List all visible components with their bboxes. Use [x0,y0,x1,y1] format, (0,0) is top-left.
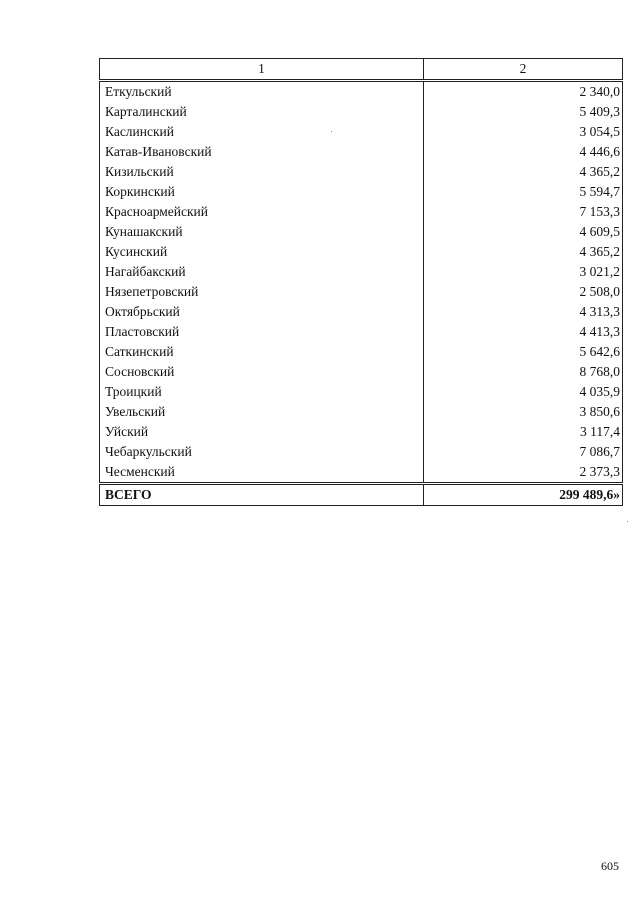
table-row [100,102,623,122]
district-value: 5 409,3 [424,102,623,122]
district-name: Саткинский [100,342,424,362]
district-name: Чесменский [100,462,424,484]
scan-speck [331,131,332,132]
table-row [100,262,623,282]
table-row [100,462,623,484]
page-number: 605 [601,859,619,873]
table-row [100,162,623,182]
table-row [100,142,623,162]
district-value: 2 340,0 [424,81,623,103]
district-name: Кизильский [100,162,424,182]
total-value: 299 489,6» [424,484,623,506]
district-value: 4 313,3 [424,302,623,322]
district-value: 3 117,4 [424,422,623,442]
table-row [100,362,623,382]
district-value: 4 446,6 [424,142,623,162]
district-value: 7 086,7 [424,442,623,462]
district-value: 3 850,6 [424,402,623,422]
district-value: 2 508,0 [424,282,623,302]
header-row [100,59,623,81]
district-value: 3 021,2 [424,262,623,282]
column-header-2: 2 [424,59,623,81]
district-value: 7 153,3 [424,202,623,222]
district-name: Сосновский [100,362,424,382]
district-name: Карталинский [100,102,424,122]
district-value: 4 365,2 [424,162,623,182]
district-value: 4 413,3 [424,322,623,342]
district-name: Нагайбакский [100,262,424,282]
district-name: Увельский [100,402,424,422]
district-value: 4 609,5 [424,222,623,242]
district-name: Пластовский [100,322,424,342]
table-row [100,382,623,402]
scan-speck [627,521,628,522]
district-name: Катав-Ивановский [100,142,424,162]
total-row [100,484,623,506]
table-row [100,322,623,342]
district-name: Нязепетровский [100,282,424,302]
district-value: 8 768,0 [424,362,623,382]
table-row [100,442,623,462]
district-value: 4 365,2 [424,242,623,262]
table-row [100,302,623,322]
district-name: Еткульский [100,81,424,103]
district-name: Кунашакский [100,222,424,242]
table-row [100,342,623,362]
district-value: 5 594,7 [424,182,623,202]
district-value: 3 054,5 [424,122,623,142]
table-row [100,202,623,222]
district-name: Каслинский [100,122,424,142]
district-name: Октябрьский [100,302,424,322]
allocation-table [99,58,623,506]
table-row [100,422,623,442]
district-value: 4 035,9 [424,382,623,402]
district-name: Кусинский [100,242,424,262]
table-body [100,81,623,506]
district-value: 5 642,6 [424,342,623,362]
total-label: ВСЕГО [100,484,424,506]
table-row [100,81,623,103]
table-row [100,122,623,142]
district-name: Уйский [100,422,424,442]
table-row [100,282,623,302]
table-row [100,222,623,242]
district-name: Коркинский [100,182,424,202]
table-row [100,182,623,202]
district-name: Троицкий [100,382,424,402]
district-name: Красноармейский [100,202,424,222]
table-header [100,59,623,81]
table-row [100,402,623,422]
table-row [100,242,623,262]
column-header-1: 1 [100,59,424,81]
district-value: 2 373,3 [424,462,623,484]
district-name: Чебаркульский [100,442,424,462]
